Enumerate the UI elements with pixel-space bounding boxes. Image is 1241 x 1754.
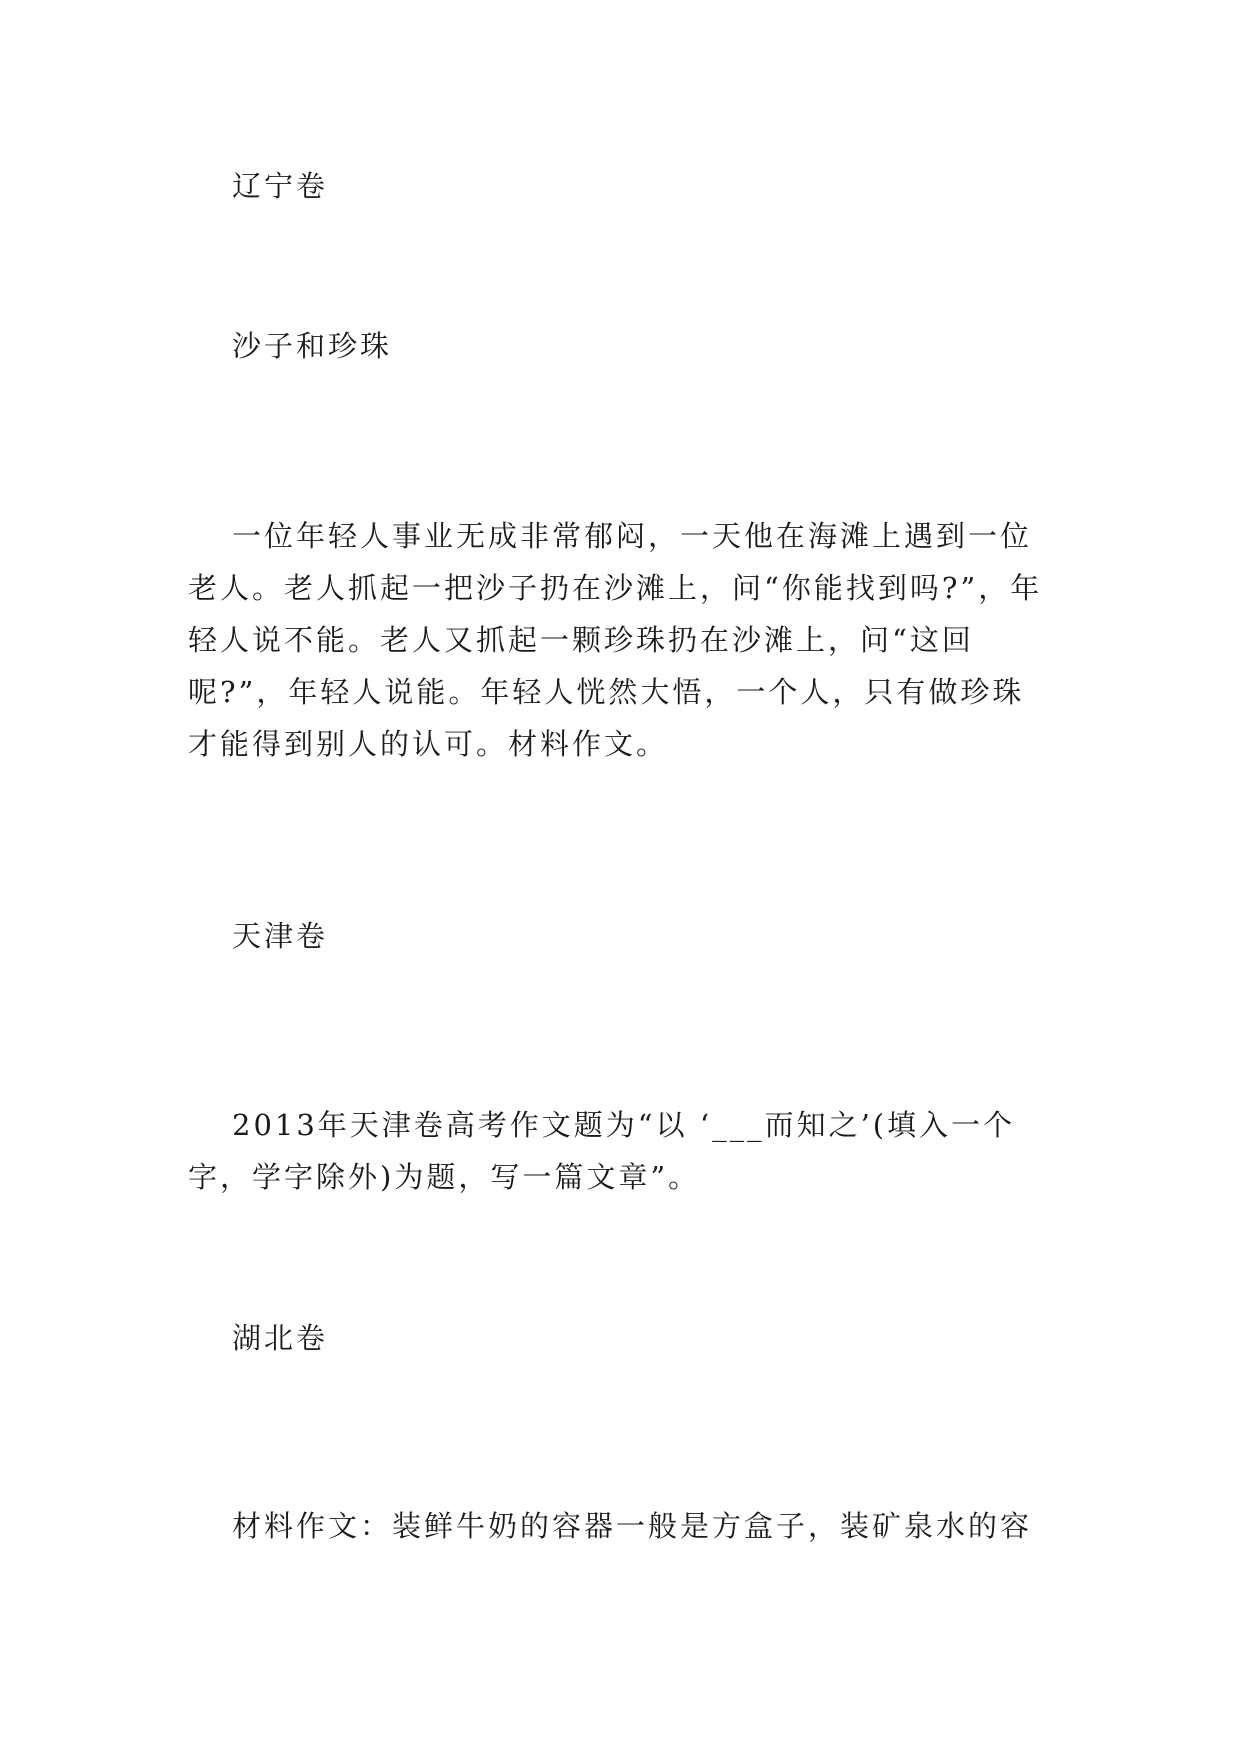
section-heading-hubei: 湖北卷 — [232, 1321, 329, 1355]
paragraph-hubei-prompt: 材料作文：装鲜牛奶的容器一般是方盒子，装矿泉水的容 — [232, 1509, 1033, 1543]
essay-title-sand-and-pearl: 沙子和珍珠 — [232, 329, 393, 363]
paragraph-sand-and-pearl: 一位年轻人事业无成非常郁闷，一天他在海滩上遇到一位老人。老人抓起一把沙子扔在沙滩上，问“你能找到吗?”，年轻人说不能。老人又抓起一颗珍珠扔在沙滩上，问“这回呢?”，年轻人说能。年轻人恍然大悟，一个人，只有做珍珠才能得到别人的认可。材料作文。 — [188, 519, 1043, 761]
section-heading-liaoning: 辽宁卷 — [232, 169, 329, 203]
section-heading-tianjin: 天津卷 — [232, 919, 329, 953]
paragraph-tianjin-prompt: 2013年天津卷高考作文题为“以 ‘___而知之’(填入一个字，学字除外)为题，写一篇文章”。 — [188, 1108, 1016, 1194]
